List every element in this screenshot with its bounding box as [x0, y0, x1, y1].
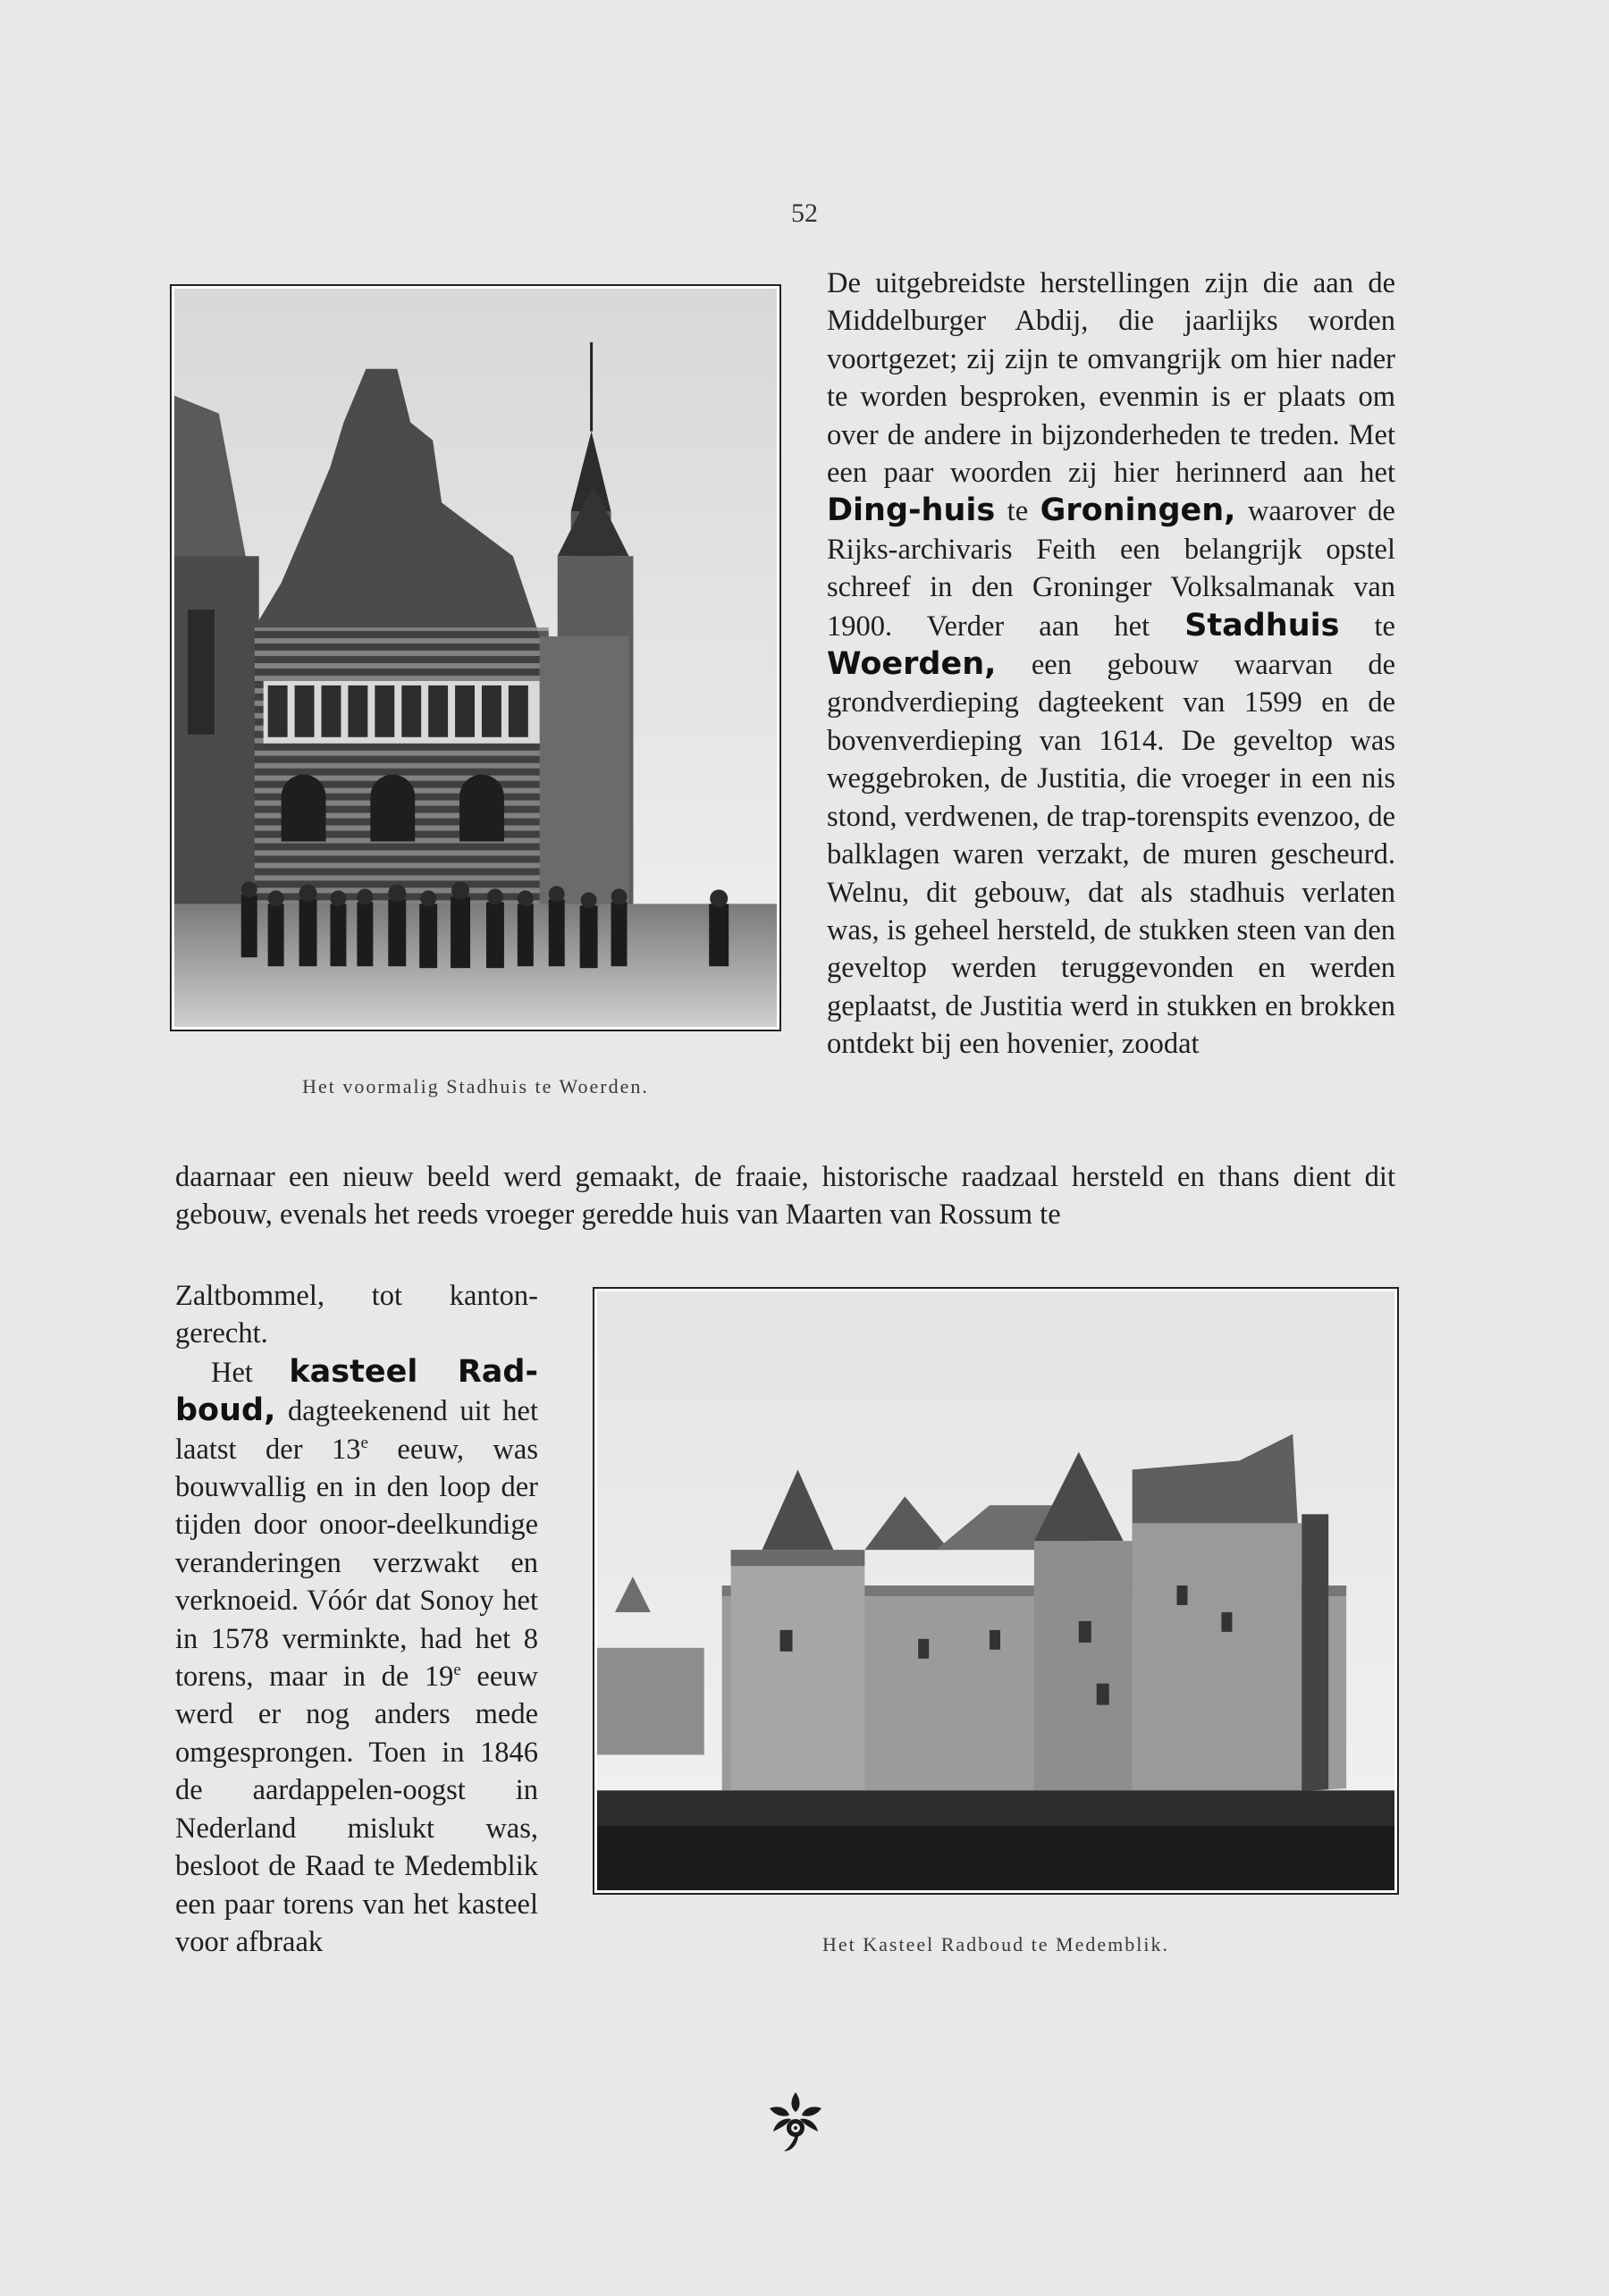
- photo-kasteel-radboud: [593, 1287, 1399, 1895]
- kasteel-radboud-image: [597, 1291, 1394, 1890]
- bold-term-kasteel-radboud: kasteel Rad-boud,: [175, 1353, 538, 1429]
- page-number: 52: [791, 198, 818, 228]
- bold-term-woerden: Woerden,: [827, 646, 997, 683]
- paragraph-restorations: [827, 265, 1395, 1064]
- text-run: waarover de Rijks-archivaris Feith een belangrijk opstel schreef in den Groninger Volksalmanak van 1900. Verder aan het: [827, 495, 1395, 643]
- text-run: eeuw werd er nog anders mede omgesprongen. Toen in 1846 de aardappelen-oogst in Nederland mislukt was, besloot de Raad te Medemblik een paar torens van het kasteel voor afbraak: [175, 1661, 538, 1958]
- superscript: e: [453, 1661, 461, 1680]
- caption-stadhuis-woerden: Het voormalig Stadhuis te Woerden.: [302, 1075, 649, 1098]
- text-run: De uitgebreidste herstellingen zijn die aan de Middelburger Abdij, die jaarlijks worden voortgezet; zij zijn te omvangrijk om hier nader te worden besproken, evenmin is er plaats om over de andere in bijzonderheden te treden. Met een paar woorden zij hier herinnerd aan het: [827, 267, 1395, 490]
- bold-term-groningen: Groningen,: [1040, 492, 1236, 529]
- superscript: e: [360, 1433, 368, 1452]
- paragraph-kasteel-radboud: [175, 1277, 538, 1961]
- text-run: te: [995, 495, 1040, 528]
- text-run: dagteekenend uit het laatst der 13: [175, 1395, 538, 1466]
- text-run: Zaltbommel, tot kanton-gerecht.: [175, 1280, 538, 1350]
- stadhuis-woerden-image: [174, 289, 777, 1027]
- bold-term-dinghuis: Ding-huis: [827, 492, 996, 529]
- floral-vignette-icon: [762, 2085, 829, 2157]
- text-run: eeuw, was bouwvallig en in den loop der tijden door onoor-deelkundige veranderingen verzwakt en verknoeid. Vóór dat Sonoy het in 1578 verminkte, had het 8 torens, maar in de 19: [175, 1433, 538, 1694]
- paragraph-continuation: daarnaar een nieuw beeld werd gemaakt, de fraaie, historische raadzaal hersteld en thans dient dit gebouw, evenals het reeds vroeger geredde huis van Maarten van Rossum te: [175, 1161, 1395, 1232]
- text-run: een gebouw waarvan de grondverdieping dagteekent van 1599 en de bovenverdieping van 1614. De geveltop was weggebroken, de Justitia, die vroeger in een nis stond, verdwenen, de trap-torenspits evenzoo, de balklagen waren verzakt, de muren gescheurd. Welnu, dit gebouw, dat als stadhuis verlaten was, is geheel hersteld, de stukken steen van den geveltop werden teruggevonden en werden geplaatst, de Justitia werd in stukken en brokken ontdekt bij een hovenier, zoodat: [827, 649, 1395, 1061]
- bold-term-stadhuis: Stadhuis: [1184, 607, 1340, 643]
- text-run: te: [1339, 610, 1395, 643]
- photo-stadhuis-woerden: [170, 284, 781, 1031]
- text-run: Het: [211, 1356, 290, 1389]
- caption-kasteel-radboud: Het Kasteel Radboud te Medemblik.: [822, 1933, 1169, 1955]
